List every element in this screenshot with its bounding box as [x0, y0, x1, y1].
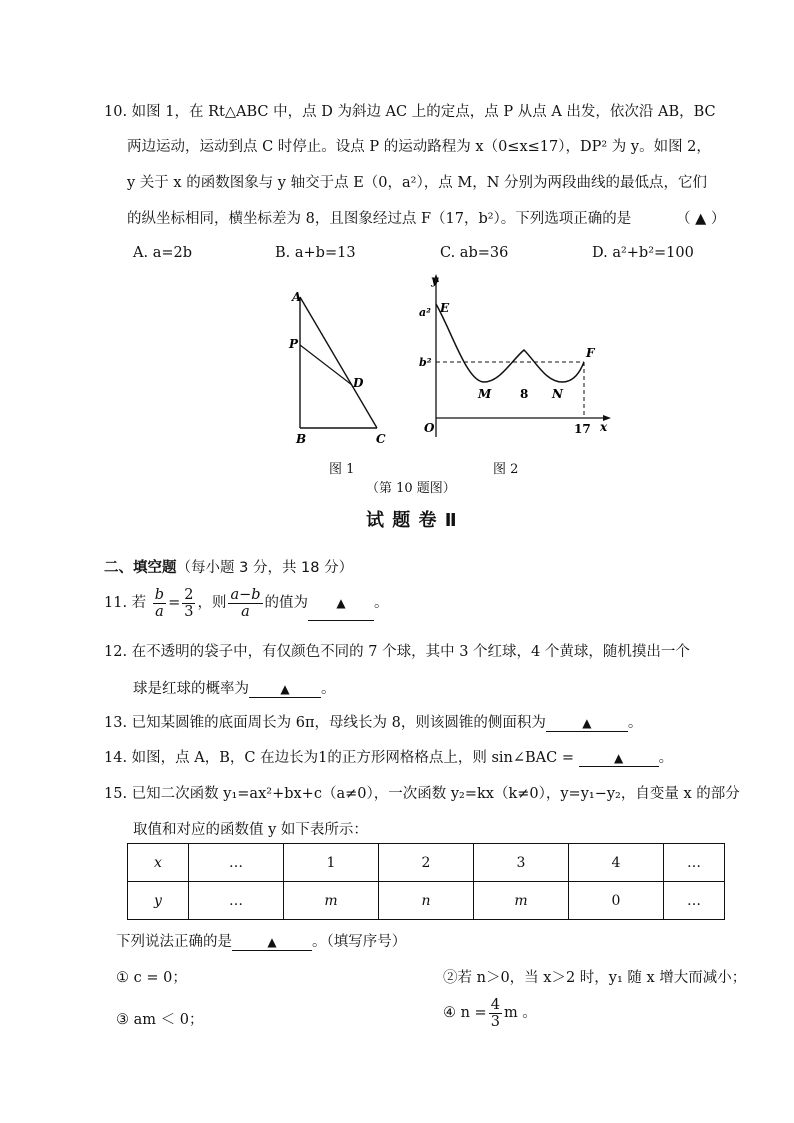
q14-answer-blank[interactable]: ▲: [579, 750, 659, 767]
label-x-axis: x: [600, 420, 608, 434]
q10-line1: 10. 如图 1，在 Rt△ABC 中，点 D 为斜边 AC 上的定点，点 P 从点 A 出发，依次沿 AB，BC: [104, 104, 716, 120]
label-a: A: [292, 290, 302, 304]
table-cell: …: [664, 882, 725, 920]
section-note: （每小题 3 分，共 18 分）: [176, 560, 354, 576]
table-cell: 0: [569, 882, 664, 920]
q11-answer-blank[interactable]: ▲: [308, 586, 374, 621]
label-e: E: [440, 301, 450, 315]
label-m: M: [478, 387, 492, 401]
fraction-a-minus-b-over-a: $\frac{a-b}{a}$: [230, 586, 261, 620]
table-cell: n: [379, 882, 474, 920]
label-eight: 8: [520, 387, 529, 401]
table-cell: x: [128, 844, 189, 882]
q12-line1: 12. 在不透明的袋子中，有仅颜色不同的 7 个球，其中 3 个红球，4 个黄球，随机摸出一个: [104, 644, 690, 660]
q10-option-b: B. a+b=13: [275, 245, 356, 261]
table-cell: m: [474, 882, 569, 920]
table-row-y: [128, 882, 725, 920]
fraction-b-over-a: $\frac{b}{a}$: [154, 586, 165, 620]
section-title: 二、填空题: [104, 560, 177, 576]
table-cell: m: [284, 882, 379, 920]
label-b-squared: b²: [419, 356, 432, 369]
segment-pd: [300, 345, 352, 385]
q14: 14. 如图，点 A，B，C 在边长为1的正方形网格格点上，则 sin∠BAC = ▲ 。: [104, 750, 674, 766]
figure-1-caption: 图 1: [329, 462, 355, 477]
label-n: N: [552, 387, 563, 401]
q13-answer-blank[interactable]: ▲: [546, 715, 628, 732]
label-y-axis: y: [431, 273, 438, 287]
q15-option-1: ① c = 0；: [116, 970, 187, 986]
q10-line4: 的纵坐标相同，横坐标差为 8，且图象经过点 F（17，b²）。下列选项正确的是: [127, 211, 632, 227]
q15-option-2: ②若 n＞0，当 x＞2 时，y₁ 随 x 增大而减小；: [443, 970, 747, 986]
q11-value-of: 的值为: [264, 595, 309, 611]
part-title: 试 题 卷 Ⅱ: [366, 510, 458, 531]
label-origin: O: [424, 421, 435, 435]
q11: 11. 若 $\frac{b}{a}$ = $\frac{2}{3}$ ，则 $\frac{a-b}{a}$ 的值为 ▲ 。: [104, 586, 389, 620]
q10-answer-paren: （ ▲ ）: [676, 211, 726, 227]
fraction-2-over-3: $\frac{2}{3}$: [184, 586, 194, 620]
q15-option-4: ④ n = $\frac{4}{3}$ m 。: [443, 996, 537, 1030]
q15-option-3: ③ am ＜ 0；: [116, 1012, 204, 1028]
q10-line3: y 关于 x 的函数图象与 y 轴交于点 E（0，a²），点 M，N 分别为两段曲线的最低点，它们: [127, 175, 707, 191]
label-seventeen: 17: [574, 422, 591, 436]
q13: 13. 已知某圆锥的底面周长为 6π，母线长为 8，则该圆锥的侧面积为 ▲ 。: [104, 715, 643, 731]
function-curve: [436, 304, 584, 382]
table-cell: …: [189, 882, 284, 920]
figure-group-caption: （第 10 题图）: [366, 481, 456, 496]
table-row-x: [128, 844, 725, 882]
q15-line2: 取值和对应的函数值 y 如下表所示：: [133, 822, 368, 838]
table-cell: …: [189, 844, 284, 882]
q10-option-d: D. a²+b²=100: [592, 245, 694, 261]
table-cell: …: [664, 844, 725, 882]
section-heading: [104, 556, 353, 577]
q11-then: ，则: [197, 595, 227, 611]
label-d: D: [353, 376, 364, 390]
label-p: P: [289, 337, 299, 351]
q12-line2: 球是红球的概率为 ▲ 。: [133, 681, 336, 697]
table-cell: 3: [474, 844, 569, 882]
q10-option-a: A. a=2b: [133, 245, 192, 261]
q12-answer-blank[interactable]: ▲: [249, 681, 321, 698]
fraction-4-over-3: $\frac{4}{3}$: [490, 996, 500, 1030]
label-c: C: [376, 432, 386, 446]
table-cell: 2: [379, 844, 474, 882]
q11-equals: =: [168, 595, 181, 611]
q15-line1: 15. 已知二次函数 y₁=ax²+bx+c（a≠0），一次函数 y₂=kx（k≠0），y=y₁−y₂，自变量 x 的部分: [104, 786, 740, 802]
side-ac: [300, 297, 377, 428]
table-cell: y: [128, 882, 189, 920]
value-table: [127, 843, 725, 920]
label-f: F: [586, 346, 595, 360]
table-cell: 4: [569, 844, 664, 882]
table-cell: 1: [284, 844, 379, 882]
q10-line2: 两边运动，运动到点 C 时停止。设点 P 的运动路程为 x（0≤x≤17），DP² 为 y。如图 2，: [127, 139, 711, 155]
q10-option-c: C. ab=36: [440, 245, 509, 261]
figure-2-caption: 图 2: [493, 462, 519, 477]
figure-1: [280, 285, 400, 455]
figure-2: [412, 272, 617, 447]
label-a-squared: a²: [419, 306, 431, 319]
q11-prefix: 11. 若: [104, 595, 147, 611]
label-b: B: [296, 432, 307, 446]
q15-answer-blank[interactable]: ▲: [232, 934, 312, 951]
q15-ask: 下列说法正确的是 ▲ 。（填写序号）: [116, 934, 407, 950]
